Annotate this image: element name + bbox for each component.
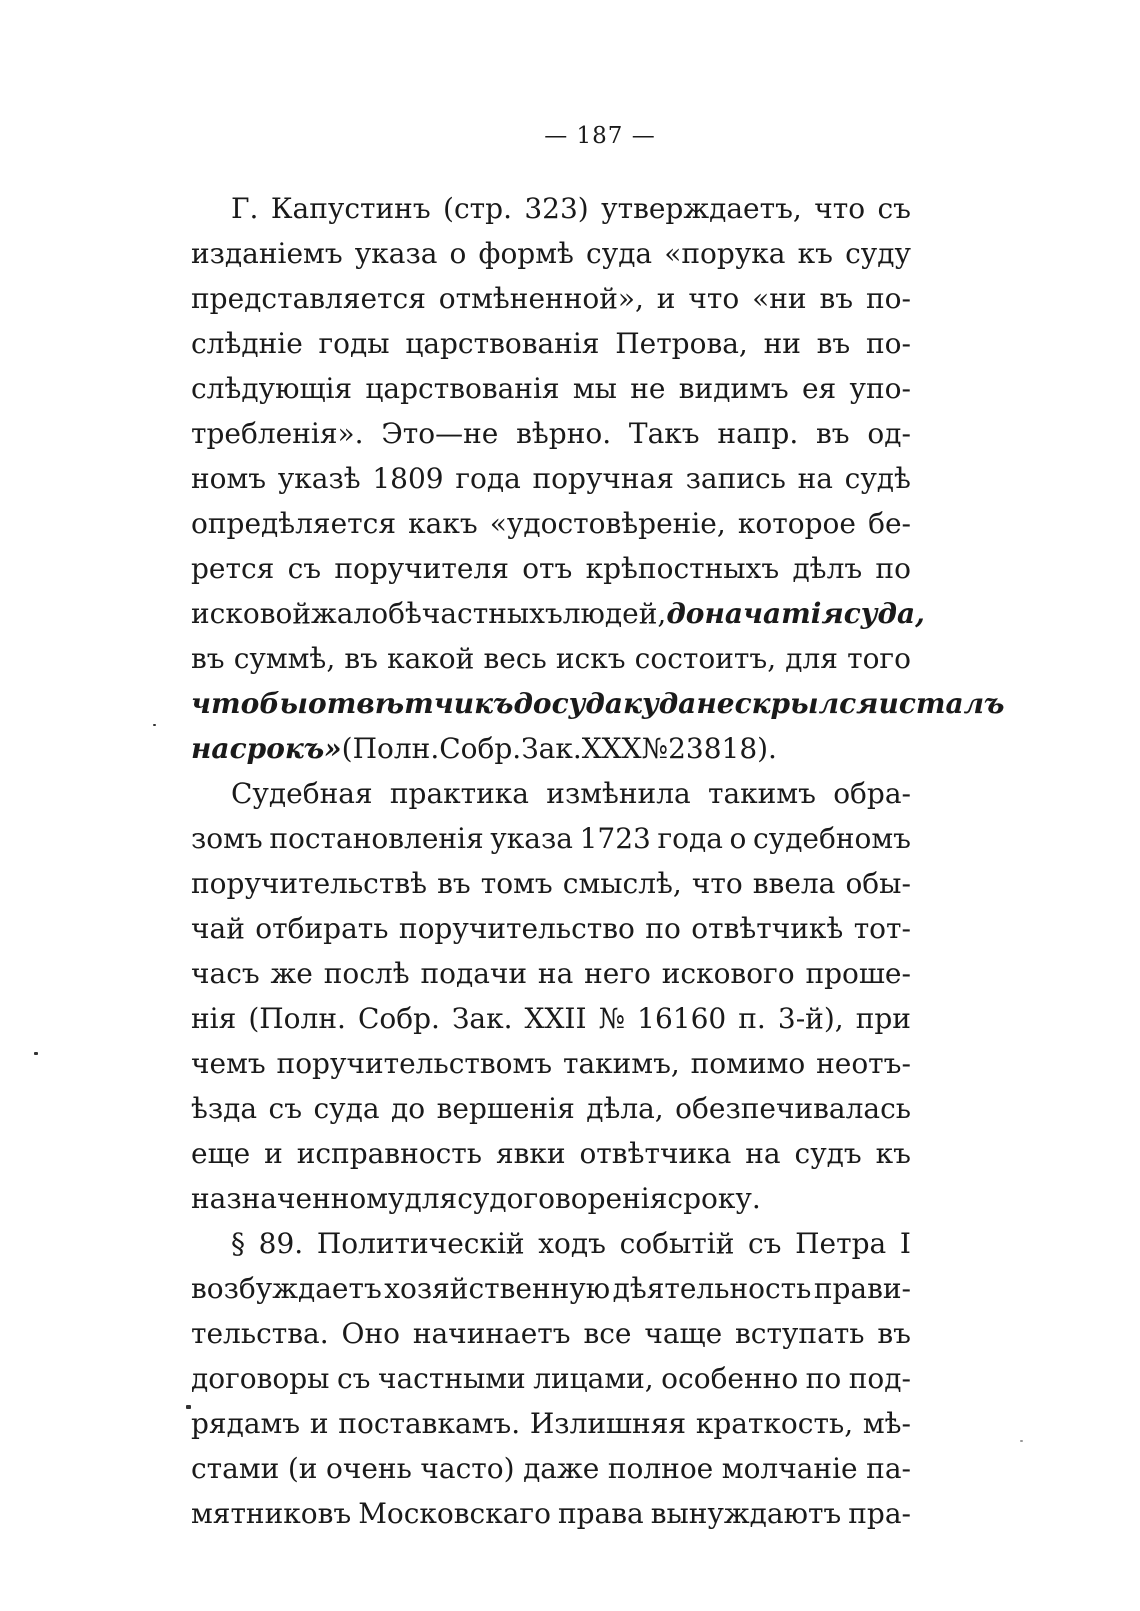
- word: до: [513, 687, 552, 720]
- word: такимъ: [707, 777, 816, 810]
- word: частными: [377, 1362, 526, 1395]
- word: суда: [313, 1092, 380, 1125]
- word: под-: [848, 1362, 911, 1395]
- word: помимо: [690, 1047, 806, 1080]
- word: куда: [623, 687, 697, 720]
- word: все: [583, 1317, 632, 1350]
- word: мы: [572, 372, 617, 405]
- word: до: [666, 597, 705, 630]
- word: 89.: [258, 1227, 304, 1260]
- word: него: [584, 957, 651, 990]
- word: чай: [191, 912, 245, 945]
- word: исправность: [296, 1137, 483, 1170]
- word: рется: [191, 552, 275, 585]
- word: Такъ: [628, 417, 700, 450]
- word: неотъ-: [816, 1047, 911, 1080]
- word: которое: [737, 507, 856, 540]
- text-line: [191, 1266, 911, 1311]
- word: часъ: [191, 957, 260, 990]
- word: въ: [816, 327, 851, 360]
- word: до: [391, 1092, 426, 1125]
- word: §: [231, 1227, 245, 1260]
- word: п.: [738, 1002, 766, 1035]
- word: царствованія: [365, 372, 560, 405]
- word: видимъ: [678, 372, 789, 405]
- word: скрылся: [734, 687, 879, 720]
- text-line: [191, 1491, 911, 1536]
- word: (Полн.: [341, 732, 440, 765]
- word: очень: [325, 1452, 412, 1485]
- word: ѣзда: [191, 1092, 258, 1125]
- word: отвѣтчика: [579, 1137, 732, 1170]
- word: и: [656, 282, 676, 315]
- word: съ: [336, 1362, 371, 1395]
- text-line: [191, 501, 911, 546]
- word: Оно: [341, 1317, 400, 1350]
- word: «порука: [664, 237, 786, 270]
- text-line: [191, 681, 1005, 726]
- word: «ни: [752, 282, 807, 315]
- word: тот-: [853, 912, 911, 945]
- word: указа: [354, 237, 438, 270]
- word: не: [696, 687, 735, 720]
- word: людей,до: [563, 591, 705, 636]
- word: искъ: [555, 642, 626, 675]
- word: зомъ: [191, 822, 263, 855]
- text-line: [191, 996, 911, 1041]
- word: №: [598, 1002, 626, 1035]
- word: слѣдующія: [191, 372, 353, 405]
- word: о: [449, 237, 467, 270]
- word: для: [785, 642, 838, 675]
- word: весь: [483, 642, 547, 675]
- word: что: [814, 192, 866, 225]
- word: же: [270, 957, 313, 990]
- word: съ: [748, 1227, 782, 1260]
- word: обы-: [845, 867, 911, 900]
- word: суда,: [844, 591, 925, 636]
- word: съ: [287, 552, 322, 585]
- word: (и: [287, 1452, 318, 1485]
- word: права: [557, 1497, 644, 1530]
- word: къ: [797, 237, 833, 270]
- text-line: [191, 456, 911, 501]
- word: утверждаетъ,: [601, 192, 802, 225]
- word: Собр.: [439, 732, 522, 765]
- word: ни: [763, 327, 801, 360]
- word: съ: [268, 1092, 303, 1125]
- text-line: [191, 726, 911, 771]
- word: ходъ: [538, 1227, 606, 1260]
- scan-speck: [34, 1052, 38, 1055]
- word: «удостовѣреніе,: [489, 507, 726, 540]
- word: частныхъ: [421, 597, 563, 630]
- word: XXII: [524, 1002, 587, 1035]
- word: по-: [865, 327, 911, 360]
- word: часто): [420, 1452, 515, 1485]
- word: и: [878, 687, 899, 720]
- word: Собр.: [357, 1002, 440, 1035]
- word: суда: [551, 687, 624, 720]
- word: въ: [344, 642, 378, 675]
- word: назначенному: [191, 1182, 405, 1215]
- word: поручительствѣ: [191, 867, 428, 900]
- word: сроку.: [667, 1182, 761, 1215]
- word: даже: [523, 1452, 600, 1485]
- word: особенно: [661, 1362, 799, 1395]
- word: ,: [915, 597, 925, 630]
- word: чаще: [644, 1317, 723, 1350]
- word: полное: [607, 1452, 714, 1485]
- word: годы: [318, 327, 390, 360]
- word: номъ: [191, 462, 267, 495]
- word: смыслѣ,: [562, 867, 682, 900]
- text-line: [191, 276, 911, 321]
- word: тельства.: [191, 1317, 329, 1350]
- word: исковой: [191, 597, 311, 630]
- word: 16160: [637, 1002, 727, 1035]
- word: судоговоренія: [457, 1182, 668, 1215]
- word: представляется: [191, 282, 426, 315]
- word: какъ: [408, 507, 478, 540]
- word: проше-: [805, 957, 911, 990]
- word: (стр.: [443, 192, 512, 225]
- word: Это—не: [381, 417, 499, 450]
- word: ввела: [752, 867, 836, 900]
- word: обра-: [833, 777, 911, 810]
- word: суда: [586, 237, 653, 270]
- word: на: [191, 732, 230, 765]
- word: поставкамъ.: [338, 1407, 521, 1440]
- word: формѣ: [478, 237, 574, 270]
- word: изданіемъ: [191, 237, 343, 270]
- word: измѣнила: [546, 777, 691, 810]
- word: поручительствомъ: [276, 1047, 553, 1080]
- text-line: [191, 591, 925, 636]
- word: указѣ: [277, 462, 361, 495]
- word: упо-: [849, 372, 911, 405]
- word: чтобы: [191, 687, 309, 720]
- text-line: [191, 636, 911, 681]
- word: 1809: [372, 462, 444, 495]
- word: практика: [389, 777, 529, 810]
- word: того: [847, 642, 911, 675]
- word: какой: [387, 642, 475, 675]
- word: (Полн.: [248, 1002, 346, 1035]
- word: по-: [865, 282, 911, 315]
- word: №: [641, 732, 669, 765]
- word: что: [691, 867, 743, 900]
- word: Излишняя: [529, 1407, 687, 1440]
- word: Московскаго: [358, 1497, 551, 1530]
- word: лицами,: [533, 1362, 654, 1395]
- word: возбуждаетъ: [191, 1272, 382, 1305]
- word: 23818).: [668, 732, 777, 765]
- word: хозяйственную: [384, 1272, 611, 1305]
- word: крѣпостныхъ: [585, 552, 780, 585]
- text-line: [191, 1131, 911, 1176]
- word: Судебная: [231, 777, 373, 810]
- word: требленія».: [191, 417, 364, 450]
- word: обезпечивалась: [675, 1092, 911, 1125]
- word: начинаетъ: [412, 1317, 571, 1350]
- word: поручительство: [398, 912, 635, 945]
- word: мѣ-: [862, 1407, 911, 1440]
- word: состоитъ,: [634, 642, 777, 675]
- word: суммѣ,: [233, 642, 336, 675]
- word: пра-: [848, 1497, 911, 1530]
- word: договоры: [191, 1362, 330, 1395]
- word: съ: [877, 192, 911, 225]
- word: въ: [437, 867, 471, 900]
- word: въ: [877, 1317, 911, 1350]
- word: томъ: [480, 867, 553, 900]
- text-line: [191, 1356, 911, 1401]
- word: Политическій: [316, 1227, 525, 1260]
- word: къ: [875, 1137, 911, 1170]
- word: стами: [191, 1452, 280, 1485]
- word: дѣла,: [586, 1092, 664, 1125]
- word: па-: [866, 1452, 911, 1485]
- word: дѣлъ: [792, 552, 863, 585]
- word: опредѣляется: [191, 507, 396, 540]
- word: судъ: [794, 1137, 862, 1170]
- word: отвѣтчикъ: [308, 687, 514, 720]
- word: запись: [685, 462, 786, 495]
- word: въ: [191, 642, 225, 675]
- text-line: [191, 1401, 911, 1446]
- word: срокъ»: [230, 726, 342, 771]
- word: по: [875, 552, 911, 585]
- word: 3-й),: [777, 1002, 844, 1035]
- word: отвѣтчикѣ: [691, 912, 844, 945]
- word: »: [324, 732, 342, 765]
- word: на: [537, 957, 574, 990]
- page-number: — 187 —: [544, 123, 656, 149]
- word: краткость,: [695, 1407, 854, 1440]
- word: еще: [191, 1137, 251, 1170]
- text-line: [191, 771, 911, 816]
- word: чемъ: [191, 1047, 266, 1080]
- word: въ: [816, 417, 850, 450]
- text-line: [191, 411, 911, 456]
- word: од-: [867, 417, 911, 450]
- word: 1723: [579, 822, 651, 855]
- word: мятниковъ: [191, 1497, 352, 1530]
- word: не: [630, 372, 666, 405]
- scan-speck: [1020, 1440, 1023, 1442]
- word: отмѣненной»,: [438, 282, 644, 315]
- word: бе-: [868, 507, 911, 540]
- word: Зак.: [451, 1002, 513, 1035]
- word: поручителя: [334, 552, 509, 585]
- word: начатія: [704, 597, 844, 630]
- word: и: [309, 1407, 329, 1440]
- word: прави-: [813, 1272, 911, 1305]
- scan-speck: [186, 1405, 191, 1409]
- word: искового: [661, 957, 795, 990]
- word: судѣ: [844, 462, 911, 495]
- text-line: [191, 1221, 911, 1266]
- text-line: [191, 906, 911, 951]
- word: такимъ,: [562, 1047, 680, 1080]
- word: указа: [490, 822, 573, 855]
- word: царствованія: [405, 327, 600, 360]
- word: въ: [819, 282, 854, 315]
- word: жалобѣ: [310, 597, 422, 630]
- body-text: [191, 186, 1005, 1536]
- word: на: [745, 1137, 781, 1170]
- word: поручная: [532, 462, 674, 495]
- text-line: [191, 1176, 911, 1221]
- word: по: [645, 912, 681, 945]
- text-line: [191, 1086, 911, 1131]
- text-line: [191, 1446, 911, 1491]
- word: что: [688, 282, 740, 315]
- word: по: [805, 1362, 842, 1395]
- word: Капустинъ: [270, 192, 431, 225]
- word: ея: [801, 372, 837, 405]
- word: вынуждаютъ: [650, 1497, 842, 1530]
- word: напр.: [717, 417, 799, 450]
- word: суду: [845, 237, 911, 270]
- word: Г.: [231, 192, 259, 225]
- word: событій: [619, 1227, 735, 1260]
- word: года: [657, 822, 723, 855]
- word: года: [455, 462, 521, 495]
- text-line: [191, 816, 911, 861]
- word: 323): [524, 192, 589, 225]
- text-line: [191, 186, 911, 231]
- word: о: [729, 822, 747, 855]
- text-line: [191, 1041, 911, 1086]
- word: послѣ: [323, 957, 410, 990]
- word: и: [264, 1137, 283, 1170]
- word: отъ: [522, 552, 573, 585]
- word: подачи: [420, 957, 528, 990]
- word: на: [797, 462, 833, 495]
- word: отбирать: [255, 912, 389, 945]
- word: вершенія: [436, 1092, 575, 1125]
- text-line: [191, 1311, 911, 1356]
- word: XXX: [581, 732, 642, 765]
- word: судебномъ: [753, 822, 911, 855]
- text-line: [191, 321, 911, 366]
- text-line: [191, 366, 911, 411]
- word: вступать: [735, 1317, 865, 1350]
- word: явки: [495, 1137, 566, 1170]
- word: сталъ: [898, 687, 1005, 720]
- word: молчаніе: [721, 1452, 858, 1485]
- word: при: [855, 1002, 911, 1035]
- text-line: [191, 231, 911, 276]
- word: вѣрно.: [516, 417, 612, 450]
- word: I: [899, 1227, 911, 1260]
- word: дѣятельность: [612, 1272, 812, 1305]
- word: нія: [191, 1002, 237, 1035]
- word: для: [404, 1182, 458, 1215]
- scan-speck: [153, 724, 156, 726]
- word: Зак.: [521, 732, 582, 765]
- word: слѣдніе: [191, 327, 303, 360]
- text-line: [191, 861, 911, 906]
- word: рядамъ: [191, 1407, 301, 1440]
- text-line: [191, 546, 911, 591]
- word: Петрова,: [615, 327, 748, 360]
- text-line: [191, 951, 911, 996]
- word: Петра: [795, 1227, 887, 1260]
- word: постановленія: [269, 822, 484, 855]
